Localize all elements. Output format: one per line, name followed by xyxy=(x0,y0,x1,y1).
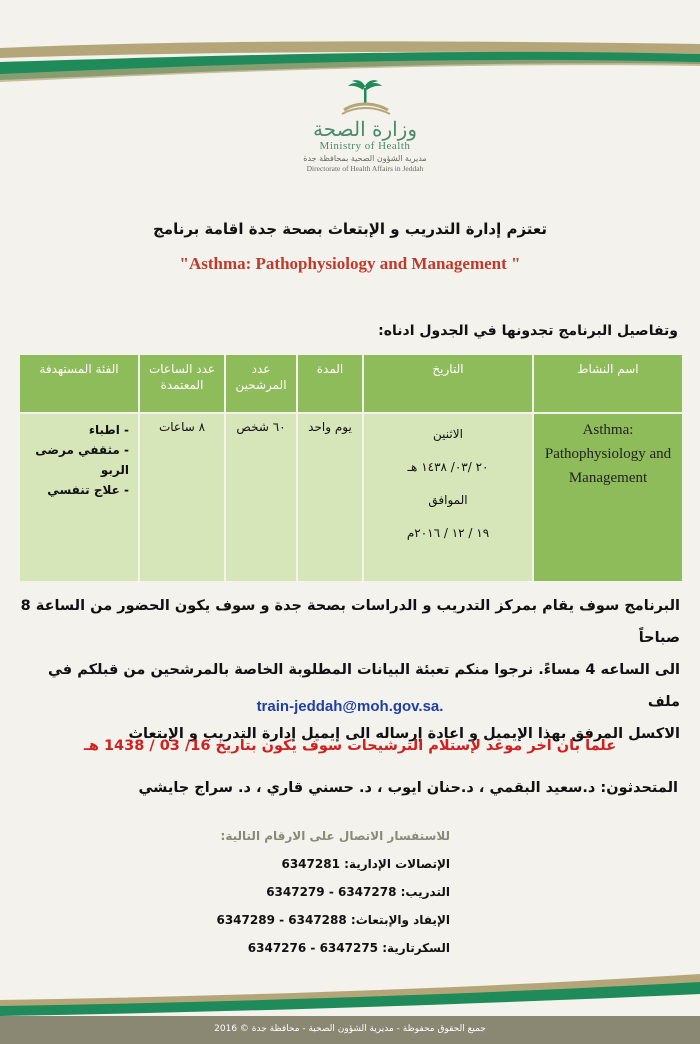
program-title: "Asthma: Pathophysiology and Management " xyxy=(179,254,521,273)
date-gregorian: ١٩ / ١٢ / ٢٠١٦م xyxy=(406,526,490,540)
cell-duration: يوم واحد xyxy=(297,413,363,582)
logo-directorate-ar: مديرية الشؤون الصحية بمحافظة جدة xyxy=(303,154,427,163)
cell-date xyxy=(363,413,533,582)
contact-admin-label: الإتصالات الإدارية: xyxy=(344,857,450,871)
target-item-label: اطباء xyxy=(88,423,120,437)
contact-admin-value: 6347281 xyxy=(281,857,340,871)
speakers-line: المتحدثون: د.سعيد البقمي ، د.حنان ايوب ، د. حسني قاري ، د. سراج جايشي xyxy=(138,780,678,796)
body-line-1: البرنامج سوف يقام بمركز التدريب و الدراسات بصحة جدة و سوف يكون الحضور من الساعة 8 صباحاً xyxy=(20,598,680,646)
header-duration: المدة xyxy=(297,354,363,413)
table-intro-text: وتفاصيل البرنامج تجدونها في الجدول ادناه: xyxy=(378,323,678,339)
cell-activity: Asthma: Pathophysiology and Management xyxy=(533,413,683,582)
contact-training xyxy=(216,878,450,906)
ministry-logo xyxy=(290,80,440,190)
body-line-2: الى الساعه 4 مساءً. نرجوا منكم تعبئة البيانات المطلوبة الخاصة بالمرشحين من قبلكم في ملف xyxy=(47,662,680,710)
intro-text: تعتزم إدارة التدريب و الإبتعاث بصحة جدة اقامة برنامج xyxy=(152,220,548,238)
contact-scholarship xyxy=(216,906,450,934)
contact-training-label: التدريب: xyxy=(400,885,450,899)
contact-training-value: 6347278 - 6347279 xyxy=(266,885,397,899)
header-candidates: عدد المرشحين xyxy=(225,354,297,413)
deadline-notice: علماً بان اخر موعد لإستلام الترشيحات سوف يكون بتاريخ 16/ 03 / 1438 هـ xyxy=(83,738,617,754)
logo-directorate-en: Directorate of Health Affairs in Jeddah xyxy=(306,164,424,173)
contact-email-link[interactable]: train-jeddah@moh.gov.sa. xyxy=(256,698,444,715)
cell-hours: ٨ ساعات xyxy=(139,413,225,582)
header-hours: عدد الساعات المعتمدة xyxy=(139,354,225,413)
target-item-label: علاج تنفسي xyxy=(47,483,120,497)
contact-secretary-label: السكرتارية: xyxy=(382,941,450,955)
contact-secretary xyxy=(216,934,450,962)
list-item: - مثقفي مرضى الربو xyxy=(35,443,129,477)
list-item: - اطباء xyxy=(88,423,129,437)
top-decorative-band xyxy=(0,34,700,86)
table-header-row xyxy=(19,354,683,413)
body-paragraph xyxy=(20,590,680,750)
contact-admin xyxy=(216,850,450,878)
body-line-3: الاكسل المرفق بهذا الإيميل و اعادة إرساله الى إيميل إدارة التدريب و الإبتعاث xyxy=(128,726,680,742)
header-date: التاريخ xyxy=(363,354,533,413)
logo-name-en: Ministry of Health xyxy=(319,140,411,152)
target-item-label: مثقفي مرضى الربو xyxy=(35,443,129,477)
date-corresponding: الموافق xyxy=(428,493,468,507)
date-hijri: ٢٠ /٠٣/ ١٤٣٨ هـ xyxy=(407,460,489,474)
schedule-table xyxy=(18,353,684,583)
logo-name-ar: وزارة الصحة xyxy=(313,117,417,141)
cell-candidates: ٦٠ شخص xyxy=(225,413,297,582)
contact-block xyxy=(216,822,450,962)
footer-copyright: جميع الحقوق محفوظة - مديرية الشؤون الصحية - محافظة جدة © 2016 xyxy=(0,1016,700,1044)
target-list xyxy=(21,420,137,500)
contact-secretary-value: 6347275 - 6347276 xyxy=(247,941,379,955)
contact-scholarship-value: 6347288 - 6347289 xyxy=(216,913,347,927)
bottom-decorative-band xyxy=(0,960,700,1020)
palm-swords-emblem-icon xyxy=(330,80,400,122)
cell-target xyxy=(19,413,139,582)
date-day: الاثنين xyxy=(433,427,463,441)
list-item: - علاج تنفسي xyxy=(47,483,129,497)
contact-heading: للاستفسار الاتصال على الارقام التالية: xyxy=(220,829,450,843)
contact-scholarship-label: الإيفاد والإبتعاث: xyxy=(350,913,450,927)
table-row xyxy=(19,413,683,582)
header-target: الفئة المستهدفة xyxy=(19,354,139,413)
header-activity: اسم النشاط xyxy=(533,354,683,413)
